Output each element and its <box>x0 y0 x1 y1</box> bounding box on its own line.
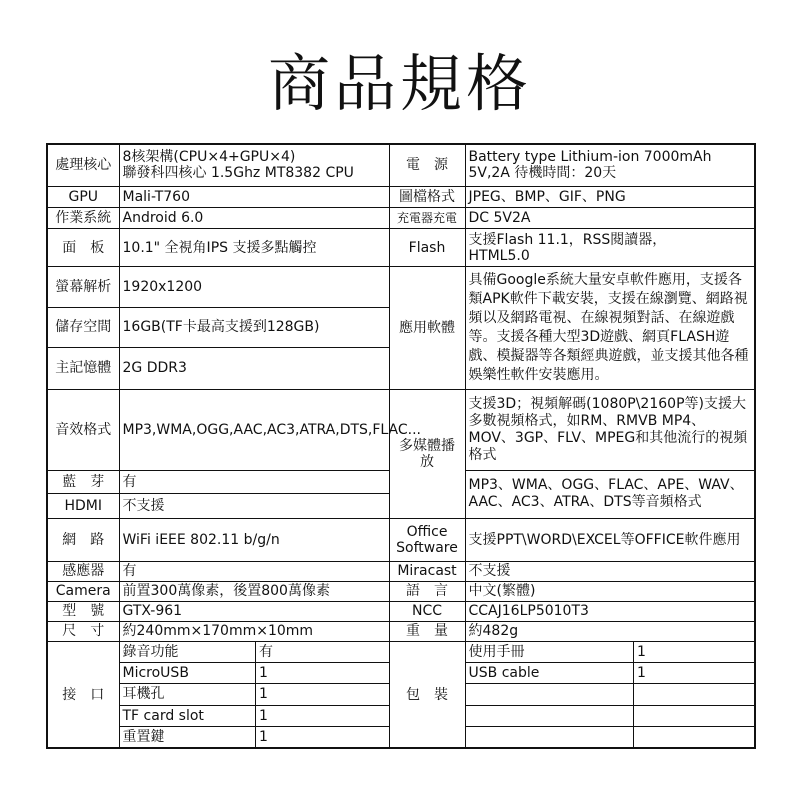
charger-label: 充電器充電 <box>389 208 465 229</box>
cpu-label: 處理核心 <box>47 144 119 186</box>
apps-value: 具備Google系統大量安卓軟件應用，支援各類APK軟件下載安裝，支援在線瀏覽、網路視頻以及網路電視、在線視頻對話、在線遊戲等。支援各種大型3D遊戲、網頁FLASH遊戲、模擬器等各類經典遊戲，並支援其他各種娛樂性軟件安裝應用。 <box>465 267 755 390</box>
ports-table <box>120 642 389 747</box>
weight-label: 重 量 <box>389 621 465 641</box>
page-title: 商品規格 <box>267 47 532 120</box>
package-item-name: USB cable <box>466 663 634 684</box>
ram-value: 2G DDR3 <box>119 347 389 389</box>
office-label <box>389 519 465 561</box>
gpu-label: GPU <box>47 186 119 207</box>
spec-row <box>47 642 755 749</box>
spec-row <box>47 561 755 581</box>
gpu-value: Mali-T760 <box>119 186 389 207</box>
port-qty: 1 <box>256 705 389 726</box>
os-label: 作業系統 <box>47 208 119 229</box>
spec-row <box>47 601 755 621</box>
spec-row <box>47 186 755 207</box>
package-item-qty: 1 <box>634 642 755 663</box>
sensor-label: 感應器 <box>47 561 119 581</box>
resolution-label: 螢幕解析 <box>47 267 119 307</box>
weight-value: 約482g <box>465 621 755 641</box>
flash-value-line1: 支援Flash 11.1，RSS閱讀器， <box>468 231 667 248</box>
ports-cell <box>119 642 389 749</box>
charger-value: DC 5V2A <box>465 208 755 229</box>
os-value: Android 6.0 <box>119 208 389 229</box>
multimedia-video-value: 支援3D；視頻解碼(1080P\2160P等)支援大多數視頻格式，如RM、RMVB MP4、MOV、3GP、FLV、MPEG和其他流行的視頻格式 <box>465 390 755 470</box>
spec-row <box>47 390 755 470</box>
multimedia-label: 多媒體播放 <box>389 390 465 519</box>
port-qty: 1 <box>256 663 389 684</box>
package-cell <box>465 642 755 749</box>
hdmi-label: HDMI <box>47 493 119 518</box>
spec-row <box>47 144 755 186</box>
ram-label: 主記憶體 <box>47 347 119 389</box>
language-label: 語 言 <box>389 581 465 601</box>
power-value-line1: Battery type Lithium-ion 7000mAh <box>468 149 712 166</box>
size-value: 約240mm×170mm×10mm <box>119 621 389 641</box>
package-row <box>466 684 755 705</box>
port-name: 重置鍵 <box>120 726 256 747</box>
spec-row <box>47 621 755 641</box>
package-row <box>466 663 755 684</box>
model-value: GTX-961 <box>119 601 389 621</box>
ports-row <box>120 684 389 705</box>
power-label: 電 源 <box>389 144 465 186</box>
port-qty: 1 <box>256 684 389 705</box>
storage-label: 儲存空間 <box>47 307 119 347</box>
ports-row <box>120 642 389 663</box>
flash-value-line2: HTML5.0 <box>468 247 530 264</box>
ncc-label: NCC <box>389 601 465 621</box>
package-item-qty <box>634 726 755 747</box>
sensor-value: 有 <box>119 561 389 581</box>
port-qty: 有 <box>256 642 389 663</box>
miracast-value: 不支援 <box>465 561 755 581</box>
ports-label: 接 口 <box>47 642 119 749</box>
language-value: 中文(繁體) <box>465 581 755 601</box>
flash-value <box>465 229 755 267</box>
package-row <box>466 705 755 726</box>
audio-format-label: 音效格式 <box>47 390 119 470</box>
multimedia-audio-value: MP3、WMA、OGG、FLAC、APE、WAV、AAC、AC3、ATRA、DTS等音頻格式 <box>465 470 755 519</box>
spec-row <box>47 581 755 601</box>
model-label: 型 號 <box>47 601 119 621</box>
package-row <box>466 726 755 747</box>
spec-row <box>47 519 755 561</box>
package-item-name <box>466 705 634 726</box>
package-row <box>466 642 755 663</box>
bluetooth-value: 有 <box>119 470 389 493</box>
office-label-line1: Office <box>406 523 448 540</box>
spec-table <box>46 143 756 749</box>
miracast-label: Miracast <box>389 561 465 581</box>
package-table <box>466 642 755 747</box>
port-name: TF card slot <box>120 705 256 726</box>
package-label: 包 裝 <box>389 642 465 749</box>
image-format-label: 圖檔格式 <box>389 186 465 207</box>
cpu-value <box>119 144 389 186</box>
office-label-line2: Software <box>396 539 458 556</box>
office-value: 支援PPT\WORD\EXCEL等OFFICE軟件應用 <box>465 519 755 561</box>
cpu-value-line1: 8核架構(CPU×4+GPU×4) <box>122 149 296 166</box>
port-name: 耳機孔 <box>120 684 256 705</box>
panel-label: 面 板 <box>47 229 119 267</box>
ports-row <box>120 663 389 684</box>
cpu-value-line2: 聯發科四核心 1.5Ghz MT8382 CPU <box>122 165 354 182</box>
network-label: 網 路 <box>47 519 119 561</box>
package-item-qty <box>634 684 755 705</box>
storage-value: 16GB(TF卡最高支援到128GB) <box>119 307 389 347</box>
spec-row <box>47 229 755 267</box>
package-item-name <box>466 726 634 747</box>
camera-value: 前置300萬像素，後置800萬像素 <box>119 581 389 601</box>
port-name: 錄音功能 <box>120 642 256 663</box>
image-format-value: JPEG、BMP、GIF、PNG <box>465 186 755 207</box>
power-value-line2: 5V,2A 待機時間：20天 <box>468 165 617 182</box>
ports-row <box>120 705 389 726</box>
apps-label: 應用軟體 <box>389 267 465 390</box>
package-item-qty <box>634 705 755 726</box>
panel-value: 10.1" 全視角IPS 支援多點觸控 <box>119 229 389 267</box>
port-name: MicroUSB <box>120 663 256 684</box>
package-item-qty: 1 <box>634 663 755 684</box>
spec-row <box>47 208 755 229</box>
power-value <box>465 144 755 186</box>
spec-row <box>47 267 755 307</box>
package-item-name <box>466 684 634 705</box>
ports-row <box>120 726 389 747</box>
size-label: 尺 寸 <box>47 621 119 641</box>
ncc-value: CCAJ16LP5010T3 <box>465 601 755 621</box>
hdmi-value: 不支援 <box>119 493 389 518</box>
flash-label: Flash <box>389 229 465 267</box>
bluetooth-label: 藍 芽 <box>47 470 119 493</box>
package-item-name: 使用手冊 <box>466 642 634 663</box>
camera-label: Camera <box>47 581 119 601</box>
network-value: WiFi iEEE 802.11 b/g/n <box>119 519 389 561</box>
audio-format-value: MP3,WMA,OGG,AAC,AC3,ATRA,DTS,FLAC... <box>119 390 389 470</box>
port-qty: 1 <box>256 726 389 747</box>
resolution-value: 1920x1200 <box>119 267 389 307</box>
